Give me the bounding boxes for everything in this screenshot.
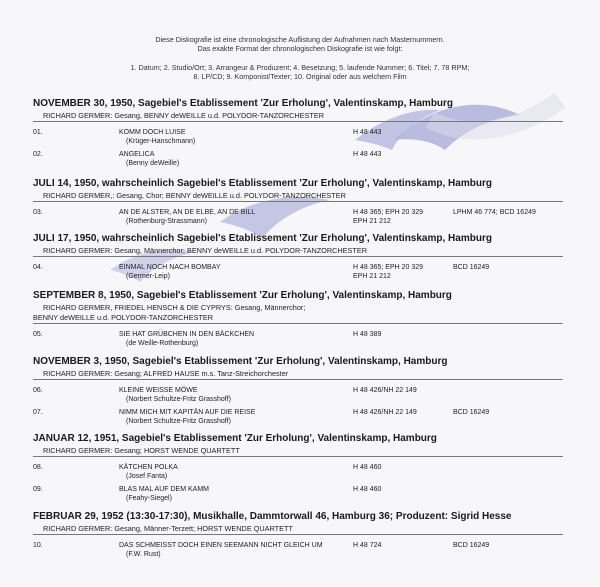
track-composer: (Norbert Schultze-Fritz Grasshoff) [126,418,231,425]
session-heading: NOVEMBER 30, 1950, Sagebiel's Etablissement 'Zur Erholung', Valentinskamp, Hamburg [33,98,454,109]
session [33,290,573,352]
track-catalog: H 48 365; EPH 20 329 [353,209,424,216]
track-catalog: H 48 443 [353,151,382,158]
divider [33,379,563,380]
track-title: KLEINE WEISSE MÖWE [119,387,198,394]
track-row [33,386,573,408]
track-catalog: H 48 460 [353,486,382,493]
track-number: 05. [33,331,43,338]
intro-line-1: Diese Diskografie ist eine chronologische Auflistung der Aufnahmen nach Masternummern. [155,35,445,44]
track-row [33,541,573,563]
session [33,356,573,430]
track-composer: (de Weille-Rothenburg) [126,340,199,347]
track-row [33,485,573,507]
session [33,178,573,230]
session [33,511,573,563]
track-title: NIMM MICH MIT KAPITÄN AUF DIE REISE [119,409,256,416]
intro-block-2 [0,63,600,81]
divider [33,323,563,324]
track-catalog: H 48 460 [353,464,382,471]
session-heading: JANUAR 12, 1951, Sagebiel's Etablissement 'Zur Erholung', Valentinskamp, Hamburg [33,433,437,444]
divider [33,456,563,457]
track-composer: (Norbert Schultze-Fritz Grasshoff) [126,396,231,403]
track-composer: (Germer-Leip) [126,273,170,280]
track-number: 08. [33,464,43,471]
track-row [33,263,573,285]
track-catalog: H 48 426/NH 22 149 [353,409,417,416]
track-composer: (Benny deWeille) [126,160,180,167]
track-catalog: H 48 724 [353,542,382,549]
track-catalog-secondary: EPH 21 212 [353,273,391,280]
track-catalog-secondary: EPH 21 212 [353,218,391,225]
track-title: EINMAL NOCH NACH BOMBAY [119,264,221,271]
track-row [33,208,573,230]
session-performers: RICHARD GERMER: Gesang, BENNY deWEILLE u.d. POLYDOR-TANZORCHESTER [43,111,324,120]
intro-line-3: 1. Datum; 2. Studio/Ort; 3. Arrangeur & Produzent; 4. Besetzung; 5. laufende Nummer; 6. Titel; 7. 78 RPM; [130,63,470,72]
track-number: 04. [33,264,43,271]
intro-block-1 [0,35,600,53]
track-catalog: H 48 365; EPH 20 329 [353,264,424,271]
track-row [33,150,573,172]
divider [33,534,563,535]
track-row [33,463,573,485]
session-performers: RICHARD GERMER: Gesang; HORST WENDE QUARTETT [43,446,240,455]
divider [33,201,563,202]
track-title: ANGELICA [119,151,155,158]
session-heading: SEPTEMBER 8, 1950, Sagebiel's Etablissement 'Zur Erholung', Valentinskamp, Hamburg [33,290,452,301]
track-number: 01. [33,129,43,136]
track-number: 03. [33,209,43,216]
track-lp-cd: LPHM 46 774; BCD 16249 [453,209,536,216]
track-catalog: H 48 389 [353,331,382,338]
session [33,433,573,507]
track-composer: (F.W. Rust) [126,551,161,558]
track-title: KÄTCHEN POLKA [119,464,178,471]
track-number: 02. [33,151,43,158]
intro-line-2: Das exakte Format der chronologischen Diskografie ist wie folgt: [197,44,403,53]
track-row [33,408,573,430]
intro-line-4: 8. LP/CD; 9. Komponist/Texter; 10. Original oder aus welchem Film [193,72,407,81]
session-performers: RICHARD GERMER: Gesang; ALFRED HAUSE m.s. Tanz-Streichorchester [43,369,289,378]
session-performers: BENNY deWEILLE u.d. POLYDOR-TANZORCHESTER [33,313,214,322]
track-composer: (Feahy-Siegel) [126,495,172,502]
track-composer: (Josef Fanta) [126,473,168,480]
track-number: 10. [33,542,43,549]
session-performers: RICHARD GERMER, FRIEDEL HENSCH & DIE CYPRYS: Gesang, Männerchor; [43,303,306,312]
track-number: 09. [33,486,43,493]
session [33,98,573,172]
divider [33,256,563,257]
track-lp-cd: BCD 16249 [453,409,490,416]
track-title: SIE HAT GRÜBCHEN IN DEN BÄCKCHEN [119,331,255,338]
session-heading: NOVEMBER 3, 1950, Sagebiel's Etablissement 'Zur Erholung', Valentinskamp, Hamburg [33,356,448,367]
track-row [33,330,573,352]
session-performers: RICHARD GERMER: Gesang, Männerchor; BENNY deWEILLE u.d. POLYDOR-TANZORCHESTER [43,246,367,255]
track-lp-cd: BCD 16249 [453,542,490,549]
session-heading: JULI 17, 1950, wahrscheinlich Sagebiel's Etablissement 'Zur Erholung', Valentinskamp, Hamburg [33,233,492,244]
session-heading: FEBRUAR 29, 1952 (13:30-17:30), Musikhalle, Dammtorwall 46, Hamburg 36; Produzent: Sigrid Hesse [33,511,512,522]
session-performers: RICHARD GERMER: Gesang, Männer-Terzett; HORST WENDE QUARTETT [43,524,293,533]
track-title: KOMM DOCH LUISE [119,129,186,136]
track-title: AN DE ALSTER, AN DE ELBE, AN DE BILL [119,209,256,216]
track-composer: (Rothenburg-Strassmann) [126,218,207,225]
session [33,233,573,285]
session-performers: RICHARD GERMER,: Gesang, Chor; BENNY deWEILLE u.d. POLYDOR-TANZORCHESTER [43,191,346,200]
track-number: 07. [33,409,43,416]
track-title: DAS SCHMEISST DOCH EINEN SEEMANN NICHT GLEICH UM [119,542,323,549]
track-row [33,128,573,150]
track-lp-cd: BCD 16249 [453,264,490,271]
track-catalog: H 48 426/NH 22 149 [353,387,417,394]
track-catalog: H 48 443 [353,129,382,136]
session-heading: JULI 14, 1950, wahrscheinlich Sagebiel's Etablissement 'Zur Erholung', Valentinskamp, Hamburg [33,178,492,189]
track-composer: (Krüger-Hanschmann) [126,138,196,145]
divider [33,121,563,122]
track-title: BLAS MAL AUF DEM KAMM [119,486,209,493]
track-number: 06. [33,387,43,394]
